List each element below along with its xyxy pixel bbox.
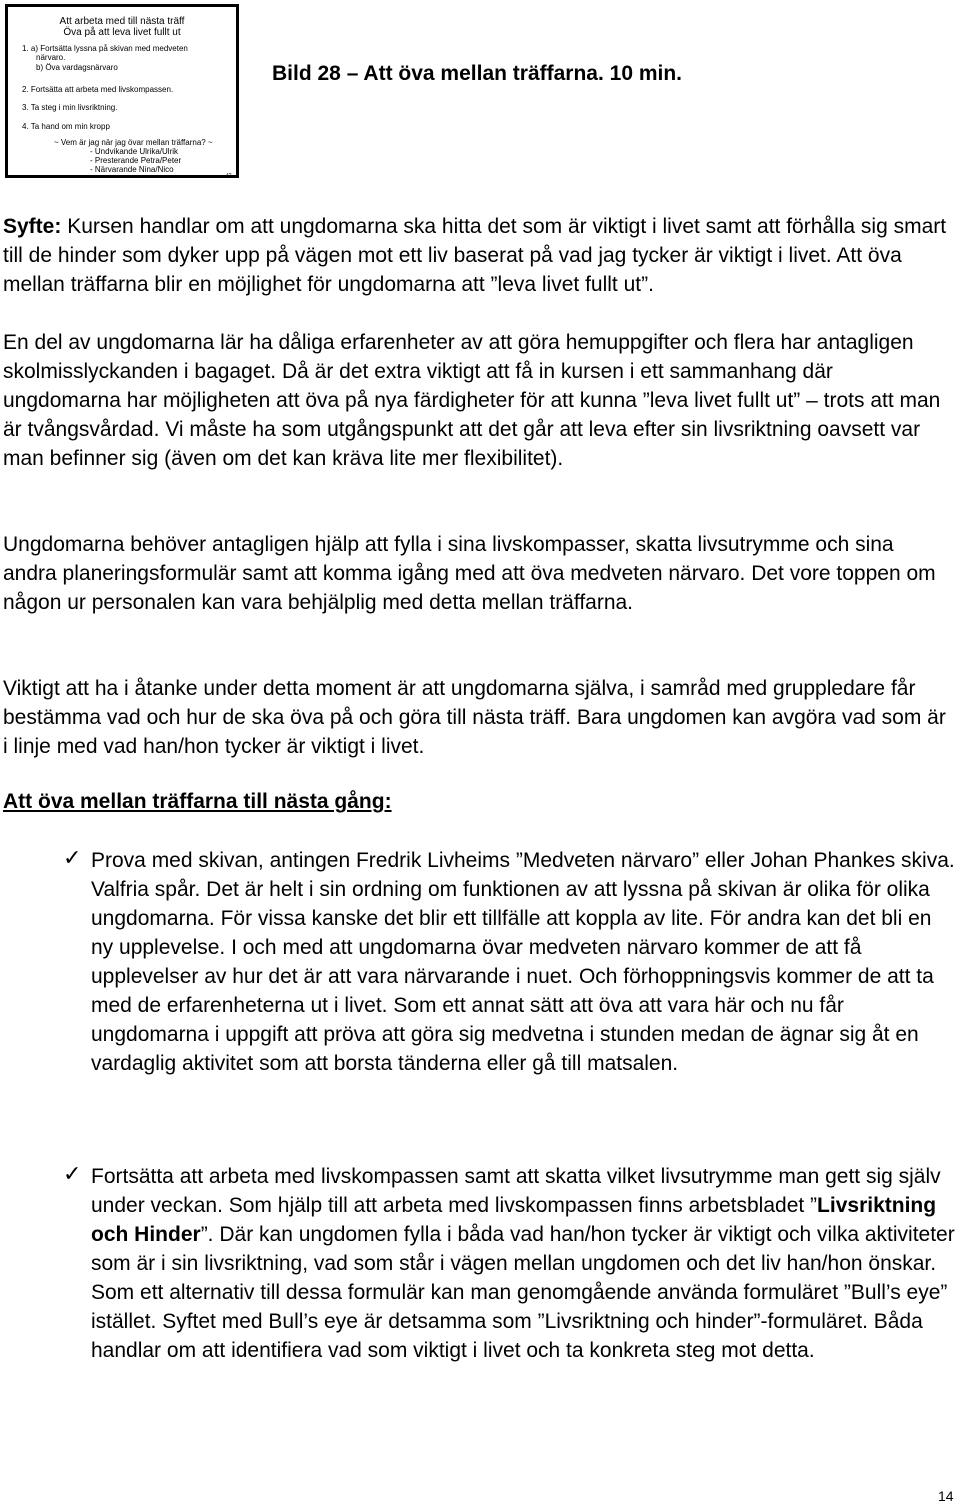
slide-title-line1: Att arbeta med till nästa träff <box>59 16 185 27</box>
list-item-text <box>91 1162 959 1365</box>
slide-question: ~ Vem är jag när jag övar mellan träffarna? ~ <box>54 138 213 147</box>
checkmark-icon: ✓ <box>63 846 82 871</box>
slide-option-2: - Presterande Petra/Peter <box>90 156 182 165</box>
slide-item-1b: b) Öva vardagsnärvaro <box>36 63 118 72</box>
paragraph-3: Ungdomarna behöver antagligen hjälp att fylla i sina livskompasser, skatta livsutrymme och sina andra planeringsformulär samt att komma igång med att öva medveten närvaro. Det vore toppen om någon ur personalen kan vara behjälplig med detta mellan träffarna. <box>3 533 936 614</box>
page-number: 14 <box>938 1488 954 1504</box>
syfte-text: Kursen handlar om att ungdomarna ska hitta det som är viktigt i livet samt att förhålla sig smart till de hinder som dyker upp på vägen mot ett liv baserat på vad jag tycker är viktigt i livet. Att öva mellan träffarna blir en möjlighet för ungdomarna att ”leva livet fullt ut”. <box>3 215 947 296</box>
page-title: Bild 28 – Att öva mellan träffarna. 10 min. <box>272 62 683 85</box>
slide-item-4: 4. Ta hand om min kropp <box>22 122 110 131</box>
slide-option-1: - Undvikande Ulrika/Ulrik <box>90 147 179 156</box>
slide-item-1a-cont: närvaro. <box>36 53 66 62</box>
paragraph-4: Viktigt att ha i åtanke under detta moment är att ungdomarna själva, i samråd med gruppledare får bestämma vad och hur de ska öva på och göra till nästa träff. Bara ungdomen kan avgöra vad som är i linje med vad han/hon tycker är viktigt i livet. <box>3 677 946 758</box>
slide-option-3: - Närvarande Nina/Nico <box>90 165 174 174</box>
slide-number: 42 <box>226 173 232 179</box>
slide-item-1a: 1. a) Fortsätta lyssna på skivan med medveten <box>22 44 188 53</box>
paragraph-syfte <box>3 212 951 299</box>
paragraph-2: En del av ungdomarna lär ha dåliga erfarenheter av att göra hemuppgifter och flera har antagligen skolmisslyckanden i bagaget. Då är det extra viktigt att få in kursen i ett sammanhang där ungdomarna har möjligheten att öva på nya färdigheter för att kunna ”leva livet fullt ut” – trots att man är tvångsvårdad. Vi måste ha som utgångspunkt att det går att leva efter sin livsriktning oavsett var man befinner sig (även om det kan kräva lite mer flexibilitet). <box>3 331 941 470</box>
slide-title-line2: Öva på att leva livet fullt ut <box>63 27 181 38</box>
slide-item-3: 3. Ta steg i min livsriktning. <box>22 103 118 112</box>
list-item-text-part: Fortsätta att arbeta med livskompassen samt att skatta vilket livsutrymme man gett sig själv under veckan. Som hjälp till att arbeta med livskompassen finns arbetsbladet ” <box>91 1165 941 1217</box>
worksheet-title: Livsriktning och Hinder <box>91 1194 937 1246</box>
syfte-label: Syfte: <box>3 215 62 238</box>
slide-thumbnail <box>5 4 239 178</box>
list-item-text: Prova med skivan, antingen Fredrik Livheims ”Medveten närvaro” eller Johan Phankes skiva. Valfria spår. Det är helt i sin ordning om funktionen av att lyssna på skivan är olika för olika ungdomarna. För vissa kanske det blir ett tillfälle att koppla av lite. För andra kan det bli en ny upplevelse. I och med att ungdomarna övar medveten närvaro kommer de att få upplevelser av hur det är att vara närvarande i nuet. Och förhoppningsvis kommer de att ta med de erfarenheterna ut i livet. Som ett annat sätt att öva att vara här och nu får ungdomarna i uppgift att pröva att göra sig medvetna i stunden medan de ägnar sig åt en vardaglig aktivitet som att borsta tänderna eller gå till matsalen. <box>91 849 955 1075</box>
slide-item-2: 2. Fortsätta att arbeta med livskompassen. <box>22 85 174 94</box>
section-title: Att öva mellan träffarna till nästa gång: <box>3 790 392 813</box>
checkmark-icon: ✓ <box>63 1162 82 1187</box>
list-item-text-part: ”. Där kan ungdomen fylla i båda vad han/hon tycker är viktigt och vilka aktiviteter som är i sin livsriktning, vad som står i vägen mellan ungdomen och det liv han/hon önskar. Som ett alternativ till dessa formulär kan man genomgående använda formuläret ”Bull’s eye” istället. Syftet med Bull’s eye är detsamma som ”Livsriktning och hinder”-formuläret. Båda handlar om att identifiera vad som viktigt i livet och ta konkreta steg mot detta. <box>91 1223 955 1362</box>
